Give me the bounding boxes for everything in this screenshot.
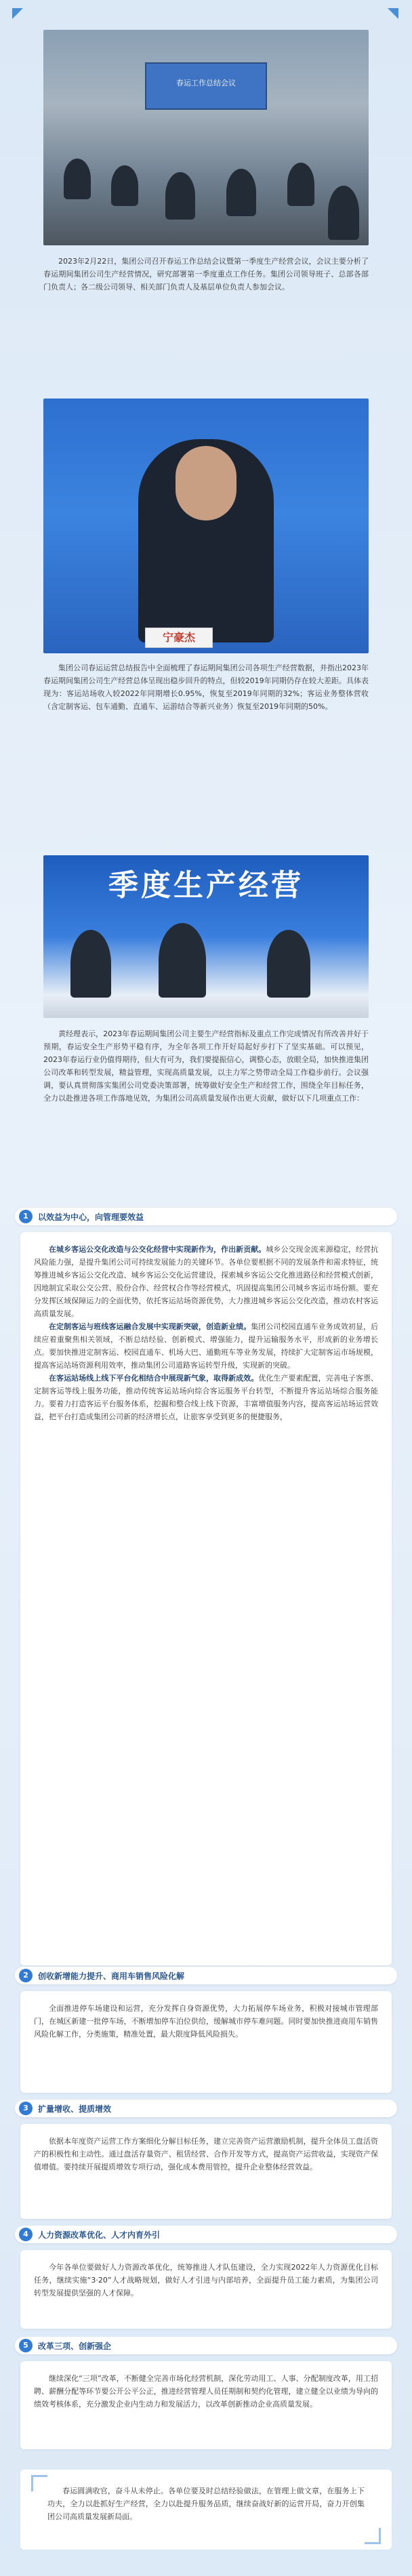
- card-paragraph: 今年各单位要做好人力资源改革优化，统筹推进人才队伍建设，全力实现2022年人力资源优化目标任务，继续实施“3·20”人才战略规划，做好人才引进与内部培养，全面提升员工能力素质，为集团公司转型发展提供坚强的人才保障。: [34, 2263, 378, 2297]
- section-header-3: [15, 2100, 397, 2117]
- body-text: 集团公司校园直通车业务成效初显，后续应着重聚焦相关领域，不断总结经验、创新模式、增强能力，提升运输服务水平，形成新的业务增长点。要加快推进定制客运、校园直通车、机场大巴、通勤班车等业务发展，持续扩大定制客运市场规模，提高客运站场资源利用效率，推动集团公司道路客运转型升级，实现新的突破。: [34, 1322, 379, 1370]
- card-paragraph: 全面推进停车场建设和运营，充分发挥自身资源优势，大力拓展停车场业务，积极对接城市管理部门，在城区新建一批停车场，不断增加停车泊位供给，缓解城市停车难问题。同时要加快推进商用车销售风险化解工作，分类施策，精准处置，最大限度降低风险损失。: [34, 2004, 378, 2039]
- section-title: 人力资源改革优化、人才内育外引: [38, 2230, 161, 2240]
- bold-lead: 在定制客运与班线客运融合发展中实现新突破，创造新业绩。: [49, 1322, 251, 1331]
- summary-paragraph: 集团公司春运运营总结报告中全面梳理了春运期间集团公司各项生产经营数据，并指出2023年春运期间集团公司生产经营总体呈现出稳步回升的特点，但较2019年同期仍存在较大差距。具体表现为：客运站场收入较2022年同期增长0.95%，恢复至2019年同期的32%；客运业务整体营收（含定制客运、包车通勤、直通车、运游结合等新兴业务）恢复至2019年同期的50%。: [43, 663, 369, 711]
- quote-corner-icon: [365, 2528, 381, 2544]
- leader-paragraph: 黄经理表示，2023年春运期间集团公司主要生产经营指标及重点工作完成情况有所改善并好于预期，春运安全生产形势平稳有序，为全年各项工作开好局起好步打下了坚实基础。可以预见，2023年春运行业仍值得期待，但大有可为，我们要提振信心，调整心态，放眼全局，加快推进集团公司改革和转型发展，精益管理，实现高质量发展，以主力军之势带动全局工作稳步前行。会议强调，要认真贯彻落实集团公司党委决策部署，统筹做好安全生产和经营工作，围绕全年目标任务，全力以赴推进各项工作落地见效，为集团公司高质量发展作出更大贡献，做好以下几项重点工作：: [43, 1029, 369, 1103]
- speaker-photo: [43, 398, 369, 653]
- bold-lead: 在客运站场线上线下平台化相结合中展现新气象，取得新成效。: [49, 1374, 259, 1383]
- attendee: [226, 169, 256, 216]
- section-number-icon: 2: [19, 1969, 33, 1982]
- stage-banner: 季度生产经营: [108, 868, 304, 903]
- section-card-4: [20, 2250, 392, 2329]
- section-header-1: [15, 1208, 397, 1225]
- attendee: [328, 186, 359, 240]
- section-card-2: [20, 1991, 392, 2093]
- section-card-1: [20, 1232, 392, 1965]
- head-table-photo: [43, 855, 369, 1018]
- card-paragraph: 依据本年度资产运营工作方案细化分解目标任务，建立完善资产运营激励机制，提升全体员工盘活资产的积极性和主动性。通过盘活存量资产、租赁经营、合作开发等方式，提高资产运营收益，实现资产保值增值。要持续开展提质增效专项行动，强化成本费用管控，提升企业整体经营效益。: [34, 2137, 378, 2171]
- section-number-icon: 5: [19, 2339, 33, 2352]
- attendee: [64, 159, 91, 199]
- section-title: 扩量增收、提质增效: [38, 2104, 112, 2114]
- triangle-arrow-icon: [11, 7, 24, 20]
- attendee: [159, 923, 206, 998]
- bold-lead: 在城乡客运公交化改造与公交化经营中实现新作为，作出新贡献。: [49, 1245, 266, 1254]
- card-paragraph: [34, 1372, 378, 1423]
- section-header-5: [15, 2337, 397, 2354]
- section-number-icon: 1: [19, 1210, 33, 1223]
- card-paragraph: 继续深化“三项”改革，不断健全完善市场化经营机制，深化劳动用工、人事、分配制度改革，用工招聘、薪酬分配等环节要公开公平公正，推进经营管理人员任期制和契约化管理，建立健全以业绩为导向的绩效考核体系，充分激发企业内生动力和发展活力，以改革创新推动企业高质量发展。: [34, 2374, 378, 2409]
- section-card-3: [20, 2124, 392, 2219]
- body-text: 城乡公交现金流来源稳定，经营抗风险能力强，是提升集团公司可持续发展能力的关键环节。各单位要根据不同的发展条件和需求特征，统筹推进城乡客运公交化改造、城乡客运公交化运营建设，探索城乡客运公交化推进路径和经营模式创新，因地制宜采取公交公营、股份合作、经营权合作等经营模式，巩固提高集团公司城乡客运市场份额。要充分发挥区域保障运力的全面优势，依托客运站场资源优势，大力推进城乡客运公交化改造，推动农村客运高质量发展。: [34, 1245, 379, 1318]
- decorative-header: [0, 0, 412, 30]
- section-title: 以效益为中心，向管理要效益: [38, 1212, 144, 1222]
- section-number-icon: 3: [19, 2102, 33, 2115]
- section-header-2: [15, 1967, 397, 1984]
- attendee: [111, 165, 138, 206]
- card-paragraph: [34, 1243, 378, 1320]
- stage-screen: [145, 62, 267, 110]
- section-title: 创收新增能力提升、商用车销售风险化解: [38, 1971, 185, 1981]
- attendee: [165, 172, 195, 220]
- section-header-4: [15, 2226, 397, 2243]
- screen-caption: 春运工作总结会议: [176, 79, 236, 87]
- quote-corner-icon: [31, 2475, 47, 2491]
- intro-paragraph: 2023年2月22日，集团公司召开春运工作总结会议暨第一季度生产经营会议，会议主要分析了春运期间集团公司生产经营情况，研究部署第一季度重点工作任务。集团公司领导班子、总部各部门负责人；各二级公司领导、相关部门负责人及基层单位负责人参加会议。: [43, 257, 369, 291]
- triangle-arrow-icon: [386, 7, 400, 20]
- speaker-nameplate: 宁豪杰: [145, 628, 213, 648]
- attendee: [287, 163, 314, 206]
- speaker-face: [176, 446, 236, 520]
- card-paragraph: [34, 1320, 378, 1372]
- attendee: [70, 930, 111, 998]
- section-title: 改革三项、创新强企: [38, 2342, 112, 2351]
- section-card-5: [20, 2361, 392, 2449]
- body-text: 优化生产要素配置，完善电子客票、定制客运等线上服务功能，推动传统客运站场向综合客运服务平台转型，不断提升客运站场综合服务能力。要着力打造客运平台服务体系，挖掘和整合线上线下资源，丰富增值服务内容，提高客运站场运营效益，把平台打造成集团公司新的经济增长点，让旅客享受到更多的便捷服务，: [34, 1374, 379, 1421]
- section-number-icon: 4: [19, 2228, 33, 2241]
- closing-paragraph: 春运圆满收官，奋斗从未停止。各单位要及时总结经验做法，在管理上做文章，在服务上下功夫，全力以赴抓好生产经营，全力以赴提升服务品质，继续奋战好新的运营开局，奋力开创集团公司高质量发展新局面。: [47, 2487, 365, 2521]
- closing-card: [20, 2470, 392, 2550]
- meeting-photo: [43, 30, 369, 245]
- attendee: [267, 930, 310, 998]
